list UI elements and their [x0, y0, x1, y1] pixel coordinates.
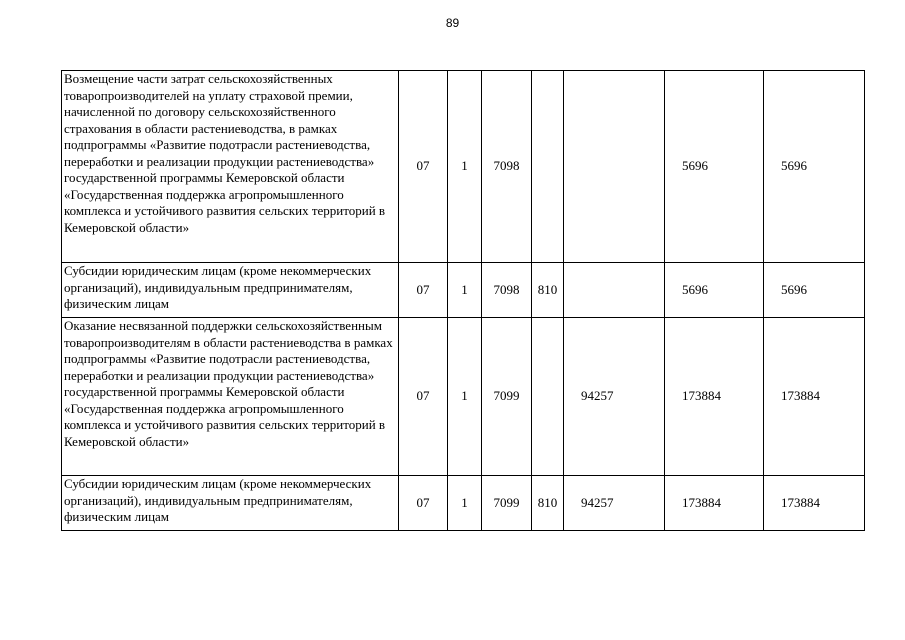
amount-column-3: 173884: [764, 318, 865, 476]
amount-column-3: 173884: [764, 476, 865, 531]
section-code: 07: [399, 476, 448, 531]
expense-type-code: [532, 318, 564, 476]
amount-column-1: [564, 263, 665, 318]
amount-column-3: 5696: [764, 71, 865, 263]
subsection-code: 1: [448, 318, 482, 476]
amount-column-2: 173884: [665, 476, 764, 531]
expense-type-code: [532, 71, 564, 263]
target-article-code: 7099: [482, 318, 532, 476]
target-article-code: 7098: [482, 71, 532, 263]
expense-type-code: 810: [532, 263, 564, 318]
table-row: [62, 476, 865, 531]
section-code: 07: [399, 71, 448, 263]
budget-table: [61, 70, 865, 531]
amount-column-2: 5696: [665, 263, 764, 318]
subsection-code: 1: [448, 71, 482, 263]
section-code: 07: [399, 263, 448, 318]
amount-column-1: [564, 71, 665, 263]
amount-column-3: 5696: [764, 263, 865, 318]
table-row: [62, 263, 865, 318]
amount-column-2: 173884: [665, 318, 764, 476]
amount-column-2: 5696: [665, 71, 764, 263]
target-article-code: 7098: [482, 263, 532, 318]
amount-column-1: 94257: [564, 476, 665, 531]
table-row: [62, 71, 865, 263]
row-description: Возмещение части затрат сельскохозяйственных товаропроизводителей на уплату страховой премии, начисленной по договору сельскохозяйственного страхования в области растениеводства, в рамках подпрограммы «Развитие подотрасли растениеводства, переработки и реализации продукции растениеводства» государственной программы Кемеровской области «Государственная поддержка агропромышленного комплекса и устойчивого развития сельских территорий в Кемеровской области»: [62, 71, 399, 263]
page-number: 89: [445, 16, 460, 30]
expense-type-code: 810: [532, 476, 564, 531]
row-description: Оказание несвязанной поддержки сельскохозяйственным товаропроизводителям в области растениеводства в рамках подпрограммы «Развитие подотрасли растениеводства, переработки и реализации продукции растениеводства» государственной программы Кемеровской области «Государственная поддержка агропромышленного комплекса и устойчивого развития сельских территорий в Кемеровской области»: [62, 318, 399, 476]
target-article-code: 7099: [482, 476, 532, 531]
row-description: Субсидии юридическим лицам (кроме некоммерческих организаций), индивидуальным предпринимателям, физическим лицам: [62, 263, 399, 318]
subsection-code: 1: [448, 263, 482, 318]
table-row: [62, 318, 865, 476]
section-code: 07: [399, 318, 448, 476]
subsection-code: 1: [448, 476, 482, 531]
row-description: Субсидии юридическим лицам (кроме некоммерческих организаций), индивидуальным предпринимателям, физическим лицам: [62, 476, 399, 531]
amount-column-1: 94257: [564, 318, 665, 476]
